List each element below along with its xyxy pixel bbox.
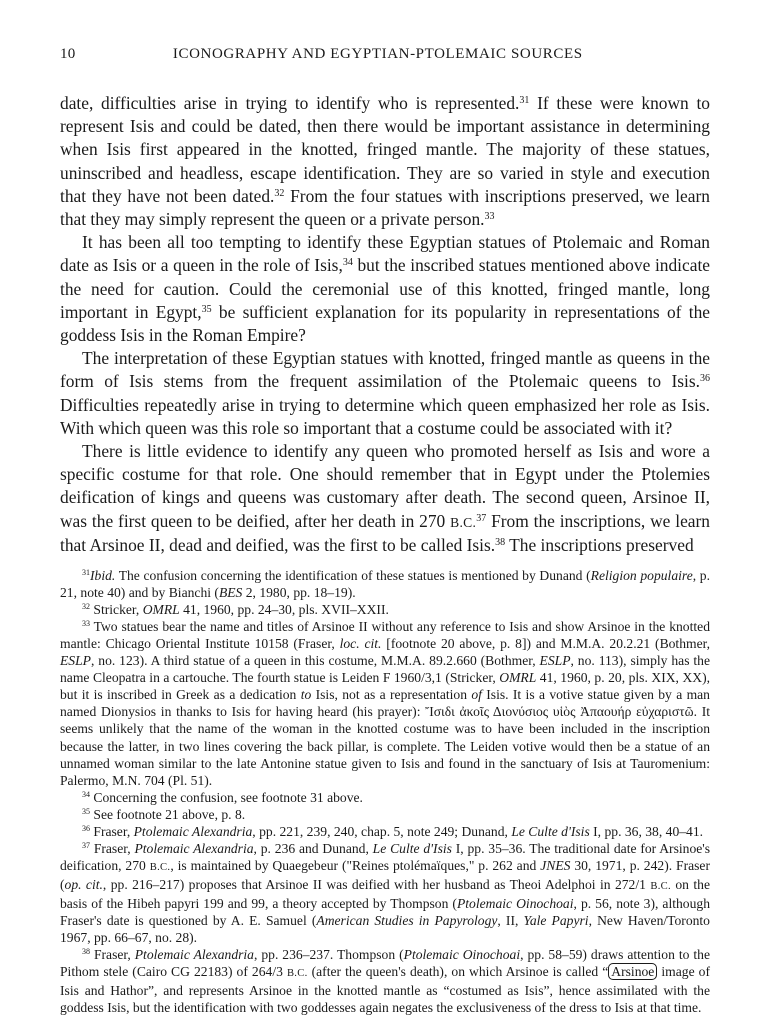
footnote-ref: 31 <box>519 95 530 106</box>
footnote-ref: 32 <box>274 187 285 199</box>
footnote-ref: 35 <box>201 303 212 315</box>
cartouche: Arsinoe <box>608 963 657 980</box>
paragraph: date, difficulties arise in trying to identify who is represented.$^{31}$ If these were known to represent Isis and could be dated, then there would be important assistance in determining when Isis first appeared in the knotted, fringed mantle. The majority of these statues, uninscribed and headless, escape identification. They are so varied in style and execution that they have not been dated.$^{32}$ From the four statues with inscriptions preserved, we learn that they may simply represent the queen or a private person.$^{33}$ <box>60 93 710 230</box>
footnote-31: $^{31}$Ibid. The confusion concerning the identification of these statues is mentioned by Dunand (Religion populaire, p. 21, note 40) and by Bianchi (BES 2, 1980, pp. 18–19). <box>60 568 710 601</box>
book-page <box>60 46 710 1016</box>
footnote-34: $^{34}$ Concerning the confusion, see footnote 31 above. <box>82 789 363 805</box>
running-header <box>60 46 710 70</box>
footnote-33: $^{33}$ Two statues bear the name and titles of Arsinoe II without any reference to Isis and show Arsinoe in the knotted mantle: Chicago Oriental Institute 10158 (Fraser, loc. cit. [footnote 20 above, p. 8]) and M.M.A. 20.2.21 (Bothmer, ESLP, no. 123). A third statue of a queen in this costume, M.M.A. 89.2.660 (Bothmer, ESLP, no. 113), simply has the name Cleopatra in a cartouche. The fourth statue is Leiden F 1960/3,1 (Stricker, OMRL 41, 1960, p. 20, pls. XIX, XX), but it is inscribed in Greek as a dedication to Isis, not as a representation of Isis. It is a votive statue given by a man named Dionysios in thanks to Isis for having heard (his prayer): Ἴσιδι ἀκοῖς Διονύσιος υἱὸς Ἀπαουήρ εὐχαριστῶ. It seems unlikely that the name of the woman in the knotted costume was to have been included in the inscription because the latter, in two lines covering the back pillar, is complete. The Leiden votive would then be a statue of an unnamed woman similar to the late Antonine statue given to Isis and found in the sanctuary of Isis at Tauromenium: Palermo, M.N. 704 (Pl. 51). <box>60 619 711 788</box>
footnotes <box>60 567 710 1016</box>
footnote-ref: 37 <box>476 512 487 524</box>
footnote-ref: 38 <box>495 536 506 548</box>
footnote-38: $^{38}$ Fraser, Ptolemaic Alexandria, pp. 236–237. Thompson (Ptolemaic Oinochoai, pp. 58–59) draws attention to the Pithom stele (Cairo CG 22183) of 264/3 B.C. (after the queen's death), on which Arsinoe is called “ Arsinoe image of Isis and Hathor”, and represents Arsinoe in the knotted mantle as “costumed as Isis”, hence assimilated with the goddess Isis, but the identification with two goddesses again negates the exclusiveness of the dress to Isis at that time. <box>60 947 710 1016</box>
paragraph: The interpretation of these Egyptian statues with knotted, fringed mantle as queens in the form of Isis stems from the frequent assimilation of the Ptolemaic queens to Isis.$^{36}$ Difficulties repeatedly arise in trying to determine which queen emphasized her role as Isis. With which queen was this role so important that a costume could be associated with it? <box>60 348 710 438</box>
paragraph: It has been all too tempting to identify these Egyptian statues of Ptolemaic and Roman date as Isis or a queen in the role of Isis,$^{34}$ but the inscribed statues mentioned above indicate the need for caution. Could the ceremonial use of this knotted, fringed mantle, long important in Egypt,$^{35}$ be sufficient explanation for its popularity in representations of the goddess Isis in the Roman Empire? <box>60 232 710 346</box>
paragraph: There is little evidence to identify any queen who promoted herself as Isis and wore a specific costume for that role. One should remember that in Egypt under the Ptolemies deification of kings and queens was customary after death. The second queen, Arsinoe II, was the first queen to be deified, after her death in 270 B.C.$^{37}$ From the inscriptions, we learn that Arsinoe II, dead and deified, was the first to be called Isis.$^{38}$ The inscriptions preserved <box>60 441 710 555</box>
footnote-ref: 34 <box>342 257 353 269</box>
footnote-35: $^{35}$ See footnote 21 above, p. 8. <box>82 806 246 822</box>
greek-inscription: Ἴσιδι ἀκοῖς Διονύσιος υἱὸς Ἀπαουήρ εὐχαριστῶ. <box>425 704 697 720</box>
footnote-ref: 36 <box>700 373 710 385</box>
main-text <box>60 92 710 557</box>
footnote-36: $^{36}$ Fraser, Ptolemaic Alexandria, pp. 221, 239, 240, chap. 5, note 249; Dunand, Le Culte d'Isis I, pp. 36, 38, 40–41. <box>82 823 704 839</box>
running-title: ICONOGRAPHY AND EGYPTIAN-PTOLEMAIC SOURCES <box>172 46 583 62</box>
page-number: 10 <box>60 46 76 62</box>
footnote-32: $^{32}$ Stricker, OMRL 41, 1960, pp. 24–30, pls. XVII–XXII. <box>82 602 389 618</box>
footnote-ref: 33 <box>484 211 495 223</box>
footnote-37: $^{37}$ Fraser, Ptolemaic Alexandria, p. 236 and Dunand, Le Culte d'Isis I, pp. 35–36. The traditional date for Arsinoe's deification, 270 B.C., is maintained by Quaegebeur ("Reines ptolémaïques," p. 262 and JNES 30, 1971, p. 242). Fraser (op. cit., pp. 216–217) proposes that Arsinoe II was deified with her husband as Theoi Adelphoi in 272/1 B.C. on the basis of the Hibeh papyri 199 and 99, a theory accepted by Thompson (Ptolemaic Oinochoai, p. 56, note 3), although Fraser's date is questioned by A. E. Samuel (American Studies in Papyrology, II, Yale Papyri, New Haven/Toronto 1967, pp. 66–67, no. 28). <box>60 840 711 946</box>
